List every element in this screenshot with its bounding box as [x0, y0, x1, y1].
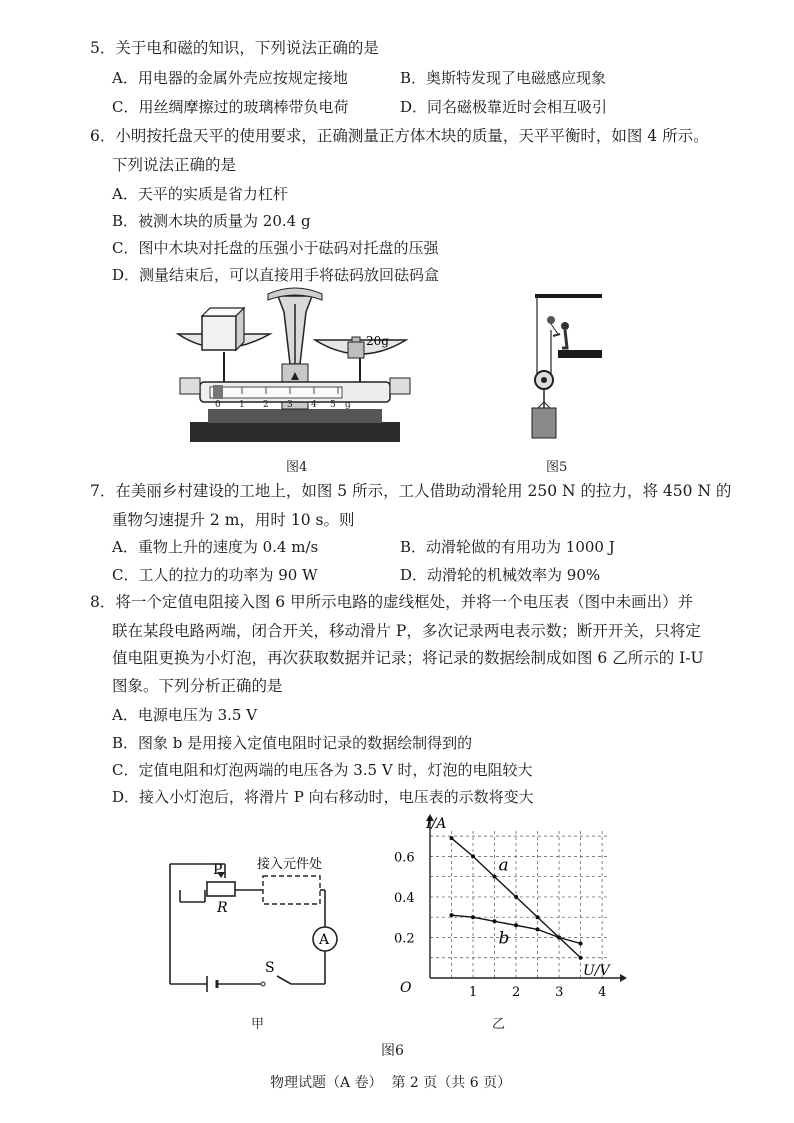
- circuit-label-a: A: [319, 932, 330, 948]
- circuit-slot-label: 接入元件处: [257, 857, 323, 872]
- figure-4-balance: [170, 284, 420, 454]
- q6-option-a: A．天平的实质是省力杠杆: [112, 185, 288, 203]
- q8-option-b: B．图象 b 是用接入定值电阻时记录的数据绘制得到的: [112, 734, 473, 752]
- data-point-b: [493, 919, 497, 923]
- data-point-a: [450, 836, 454, 840]
- q7-option-c: C．工人的拉力的功率为 90 W: [112, 566, 318, 584]
- data-point-a: [514, 895, 518, 899]
- scale-label-2: 2: [263, 400, 269, 410]
- circuit-label-p: P: [213, 862, 223, 878]
- weight-label: 20g: [366, 334, 389, 348]
- q5-option-c: C．用丝绸摩擦过的玻璃棒带负电荷: [112, 98, 349, 116]
- iu-chart: [390, 808, 640, 1008]
- q7-stem-line1: 7．在美丽乡村建设的工地上，如图 5 所示，工人借助动滑轮用 250 N 的拉力，将 450 N 的: [90, 482, 732, 500]
- chart-grid: [430, 830, 609, 978]
- scale-label-4: 4: [311, 400, 317, 410]
- circuit-caption: 甲: [251, 1017, 265, 1032]
- x-tick-label: 2: [512, 985, 521, 1000]
- x-tick-label: 1: [469, 985, 478, 1000]
- figure-5-caption: 图5: [546, 460, 568, 475]
- data-point-a: [471, 854, 475, 858]
- chart-y-label: I/A: [426, 816, 447, 832]
- figure-6-circuit: [165, 852, 350, 997]
- chart-axes: [426, 814, 627, 982]
- q8-stem-line1: 8．将一个定值电阻接入图 6 甲所示电路的虚线框处，并将一个电压表（图中未画出）并: [90, 593, 694, 611]
- q7-option-a: A．重物上升的速度为 0.4 m/s: [112, 538, 319, 556]
- q6-option-c: C．图中木块对托盘的压强小于砝码对托盘的压强: [112, 239, 439, 257]
- q5-stem: 5．关于电和磁的知识，下列说法正确的是: [90, 39, 379, 57]
- data-point-b: [557, 935, 561, 939]
- circuit-label-s: S: [265, 960, 275, 976]
- y-tick-label: 0.6: [394, 850, 415, 866]
- data-point-a: [536, 915, 540, 919]
- data-point-a: [493, 875, 497, 879]
- page-footer: 物理试题（A 卷） 第 2 页（共 6 页）: [270, 1075, 512, 1091]
- series-label-b: b: [498, 928, 510, 949]
- q6-option-d: D．测量结束后，可以直接用手将砝码放回砝码盒: [112, 266, 440, 284]
- y-tick-label: 0.4: [394, 890, 415, 906]
- q8-stem-line3: 值电阻更换为小灯泡，再次获取数据并记录；将记录的数据绘制成如图 6 乙所示的 I-U: [112, 649, 704, 667]
- y-tick-label: 0.2: [394, 931, 415, 947]
- scale-label-3: 3: [287, 400, 293, 410]
- q8-stem-line2: 联在某段电路两端，闭合开关，移动滑片 P，多次记录两电表示数；断开开关，只将定: [112, 622, 701, 640]
- scale-label-unit: g: [345, 400, 351, 410]
- q6-stem-line1: 6．小明按托盘天平的使用要求，正确测量正方体木块的质量，天平平衡时，如图 4 所示。: [90, 127, 709, 145]
- x-tick-label: 4: [598, 985, 607, 1000]
- q8-stem-line4: 图象。下列分析正确的是: [112, 677, 283, 695]
- q6-option-b: B．被测木块的质量为 20.4 g: [112, 212, 311, 230]
- x-tick-label: 3: [555, 985, 564, 1000]
- q7-option-d: D．动滑轮的机械效率为 90%: [400, 566, 601, 584]
- q5-option-b: B．奥斯特发现了电磁感应现象: [400, 69, 607, 87]
- scale-label-1: 1: [239, 400, 245, 410]
- q5-option-a: A．用电器的金属外壳应按规定接地: [112, 69, 348, 87]
- scale-label-0: 0: [215, 400, 221, 410]
- q8-option-c: C．定值电阻和灯泡两端的电压各为 3.5 V 时，灯泡的电阻较大: [112, 761, 533, 779]
- series-label-a: a: [498, 855, 509, 876]
- data-point-a: [579, 956, 583, 960]
- q8-option-a: A．电源电压为 3.5 V: [112, 706, 258, 724]
- data-point-b: [536, 927, 540, 931]
- chart-x-label: U/V: [583, 963, 610, 979]
- q7-option-b: B．动滑轮做的有用功为 1000 J: [400, 538, 615, 556]
- data-point-b: [514, 923, 518, 927]
- data-point-b: [579, 942, 583, 946]
- data-point-b: [471, 915, 475, 919]
- data-point-b: [450, 913, 454, 917]
- figure-6-caption: 图6: [381, 1043, 404, 1059]
- figure-5-pulley: [520, 290, 610, 450]
- scale-label-5: 5: [330, 400, 336, 410]
- chart-origin-label: O: [400, 980, 412, 996]
- circuit-label-r: R: [217, 900, 228, 916]
- x-axis-arrow: [620, 974, 627, 982]
- q7-stem-line2: 重物匀速提升 2 m，用时 10 s。则: [112, 511, 355, 529]
- q8-option-d: D．接入小灯泡后，将滑片 P 向右移动时，电压表的示数将变大: [112, 788, 534, 806]
- q5-option-d: D．同名磁极靠近时会相互吸引: [400, 98, 608, 116]
- chart-caption: 乙: [492, 1017, 506, 1032]
- q6-stem-line2: 下列说法正确的是: [112, 156, 237, 174]
- figure-4-caption: 图4: [286, 460, 308, 475]
